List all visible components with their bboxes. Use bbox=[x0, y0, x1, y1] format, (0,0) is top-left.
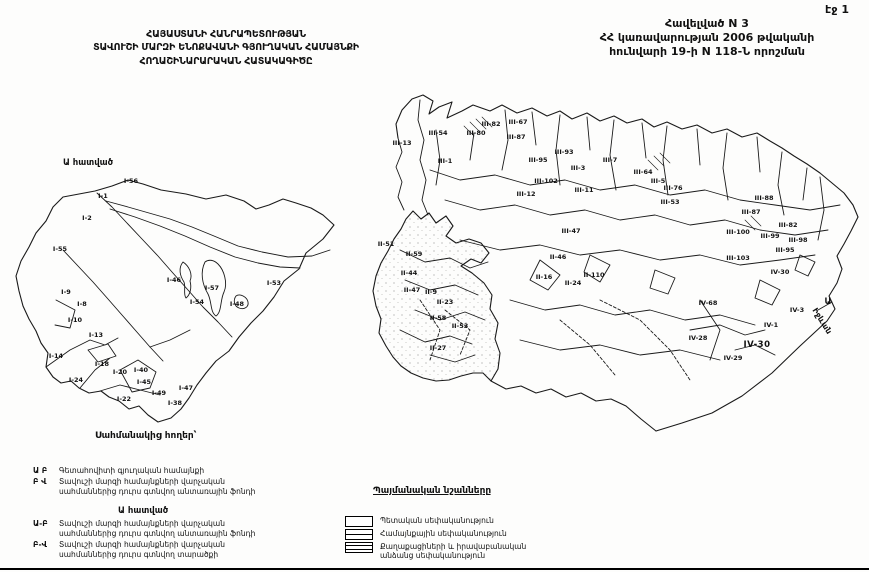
title-line1: ՀԱՅԱՍՏԱՆԻ ՀԱՆՐԱՊԵՏՈՒԹՅԱՆ bbox=[146, 29, 306, 40]
parcel-label: I-22 bbox=[116, 395, 132, 403]
state-property-swatch bbox=[345, 516, 373, 527]
community-property-swatch bbox=[345, 529, 373, 540]
section-boundary-item bbox=[33, 540, 283, 560]
parcel-label: II-27 bbox=[429, 344, 447, 352]
conventional-signs-legend bbox=[345, 486, 585, 563]
parcel-label: II-24 bbox=[564, 279, 582, 287]
parcel-label: II-9 bbox=[424, 288, 438, 296]
parcel-label: II-59 bbox=[405, 250, 423, 258]
parcel-label: III-47 bbox=[561, 227, 581, 235]
parcel-label: III-100 bbox=[726, 228, 750, 236]
page-number: էջ 1 bbox=[825, 3, 849, 16]
parcel-label: I-8 bbox=[77, 300, 87, 308]
legend-heading: Պայմանական նշանները bbox=[373, 486, 492, 496]
parcel-label: I-47 bbox=[178, 384, 194, 392]
title-line3: ՀՈՂԱՇԻՆԱՐԱՐԱԿԱՆ ՀԱՏԱԿԱԳԻԾԸ bbox=[139, 55, 313, 67]
parcel-label: II-110 bbox=[583, 271, 605, 279]
parcel-label: I-45 bbox=[136, 378, 152, 386]
legend-label: Պետական սեփականություն bbox=[380, 515, 494, 525]
parcel-label: III-87 bbox=[741, 208, 761, 216]
parcel-label: III-12 bbox=[516, 190, 536, 198]
parcel-label: III-76 bbox=[663, 184, 683, 192]
parcel-label: III-67 bbox=[508, 118, 528, 126]
parcel-label: I-9 bbox=[61, 288, 71, 296]
parcel-label: I-18 bbox=[94, 360, 110, 368]
section-a-heading: Ա հատված bbox=[118, 505, 169, 516]
parcel-label: Ա bbox=[824, 297, 832, 307]
parcel-label: I-14 bbox=[48, 352, 64, 360]
parcel-label: II-53 bbox=[451, 322, 469, 330]
parcel-label: III-54 bbox=[428, 129, 448, 137]
legend-item-state-property bbox=[345, 516, 585, 527]
parcel-label: III-88 bbox=[754, 194, 774, 202]
parcel-label: III-87 bbox=[506, 133, 526, 141]
parcel-label: I-46 bbox=[166, 276, 182, 284]
parcel-label: III-53 bbox=[660, 198, 680, 206]
parcel-label: III-82 bbox=[481, 120, 501, 128]
legend-item-citizens-property bbox=[345, 542, 585, 562]
parcel-label: IV-3 bbox=[789, 306, 805, 314]
parcel-label: I-20 bbox=[112, 368, 128, 376]
parcel-label: III-11 bbox=[574, 186, 594, 194]
boundary-text: Տավուշի մարզի համայնքների վարչական սահմաններից դուրս գտնվող անտառային ֆոնդի bbox=[59, 518, 256, 539]
decree-appendix: Հավելված N 3 bbox=[665, 17, 749, 30]
parcel-label: II-51 bbox=[377, 240, 395, 248]
boundary-code: Բ-Վ bbox=[33, 540, 47, 550]
title-line2: ՏԱՎՈՒՇԻ ՄԱՐԶԻ ԵՆՈՔԱՎԱՆԻ ԳՅՈՒՂԱԿԱՆ ՀԱՄԱՅՆՔԻ bbox=[93, 42, 359, 54]
boundary-code: Ա Բ bbox=[33, 466, 48, 476]
adjacent-lands-heading: Սահմանակից հողեր՝ bbox=[95, 431, 197, 441]
parcel-label: II-46 bbox=[549, 253, 567, 261]
parcel-label: II-16 bbox=[535, 273, 553, 281]
parcel-label: IV-30 bbox=[743, 340, 771, 350]
parcel-label: III-13 bbox=[392, 139, 412, 147]
parcel-label: III-95 bbox=[775, 246, 795, 254]
parcel-label: I-48 bbox=[229, 300, 245, 308]
adjacent-lands-item bbox=[33, 477, 283, 497]
parcel-label: IV-30 bbox=[770, 268, 790, 276]
parcel-label: I-54 bbox=[189, 298, 205, 306]
legend-item-community-property bbox=[345, 529, 585, 540]
section-boundary-item bbox=[33, 519, 283, 539]
boundary-text: Տավուշի մարզի համայնքների վարչական սահմաններից դուրս գտնվող անտառային ֆոնդի bbox=[59, 477, 256, 497]
parcel-label: IV-29 bbox=[723, 354, 743, 362]
boundary-text: Տավուշի մարզի համայնքների վարչական սահմաններից դուրս գտնվող տարածքի bbox=[59, 540, 225, 560]
parcel-label: I-1 bbox=[98, 192, 108, 200]
parcel-label: Ա հատված bbox=[62, 158, 114, 168]
parcel-label: I-13 bbox=[88, 331, 104, 339]
parcel-label: III-99 bbox=[760, 232, 780, 240]
adjacent-lands-item bbox=[33, 466, 283, 476]
parcel-label: Իջևան bbox=[810, 306, 834, 336]
parcel-label: III-95 bbox=[528, 156, 548, 164]
parcel-label: IV-1 bbox=[763, 321, 779, 329]
parcel-label: III-7 bbox=[602, 156, 618, 164]
parcel-label: II-58 bbox=[429, 314, 447, 322]
decree-line1: ՀՀ կառավարության 2006 թվականի bbox=[599, 30, 815, 44]
parcel-label: I-56 bbox=[123, 177, 139, 185]
parcel-label: I-40 bbox=[133, 366, 149, 374]
parcel-label: II-23 bbox=[436, 298, 454, 306]
parcel-label: I-10 bbox=[67, 316, 83, 324]
parcel-label: I-49 bbox=[151, 389, 167, 397]
adjacent-lands-legend bbox=[33, 430, 283, 561]
parcel-label: IV-68 bbox=[698, 299, 718, 307]
parcel-label: I-38 bbox=[167, 399, 183, 407]
boundary-text: Գետահովիտի գյուղական համայնքի bbox=[59, 466, 205, 476]
parcel-label: I-2 bbox=[82, 214, 92, 222]
parcel-label: III-98 bbox=[788, 236, 808, 244]
parcel-label: III-1 bbox=[437, 157, 453, 165]
parcel-label: III-93 bbox=[554, 148, 574, 156]
parcel-label: II-47 bbox=[403, 286, 421, 294]
parcel-label: III-103 bbox=[726, 254, 750, 262]
citizens-property-swatch bbox=[345, 542, 373, 553]
parcel-label: III-102 bbox=[534, 177, 558, 185]
boundary-code: Բ Վ bbox=[33, 477, 47, 487]
parcel-label: II-44 bbox=[400, 269, 418, 277]
parcel-label: III-82 bbox=[778, 221, 798, 229]
parcel-label: III-80 bbox=[466, 129, 486, 137]
parcel-label: III-64 bbox=[633, 168, 653, 176]
parcel-label: I-53 bbox=[266, 279, 282, 287]
parcel-label: III-5 bbox=[650, 177, 666, 185]
parcel-label: I-55 bbox=[52, 245, 68, 253]
parcel-label: I-24 bbox=[68, 376, 84, 384]
parcel-label: I-57 bbox=[204, 284, 220, 292]
parcel-label: III-3 bbox=[570, 164, 586, 172]
parcel-label: IV-28 bbox=[688, 334, 708, 342]
boundary-code: Ա-Բ bbox=[33, 518, 48, 528]
scan-edge-line bbox=[0, 568, 869, 570]
legend-label: Քաղաքացիների և իրավաբանական անձանց սեփականություն bbox=[380, 541, 527, 561]
legend-label: Համայնքային սեփականություն bbox=[380, 528, 507, 538]
decree-line2: հունվարի 19-ի N 118-Ն որոշման bbox=[609, 44, 805, 58]
